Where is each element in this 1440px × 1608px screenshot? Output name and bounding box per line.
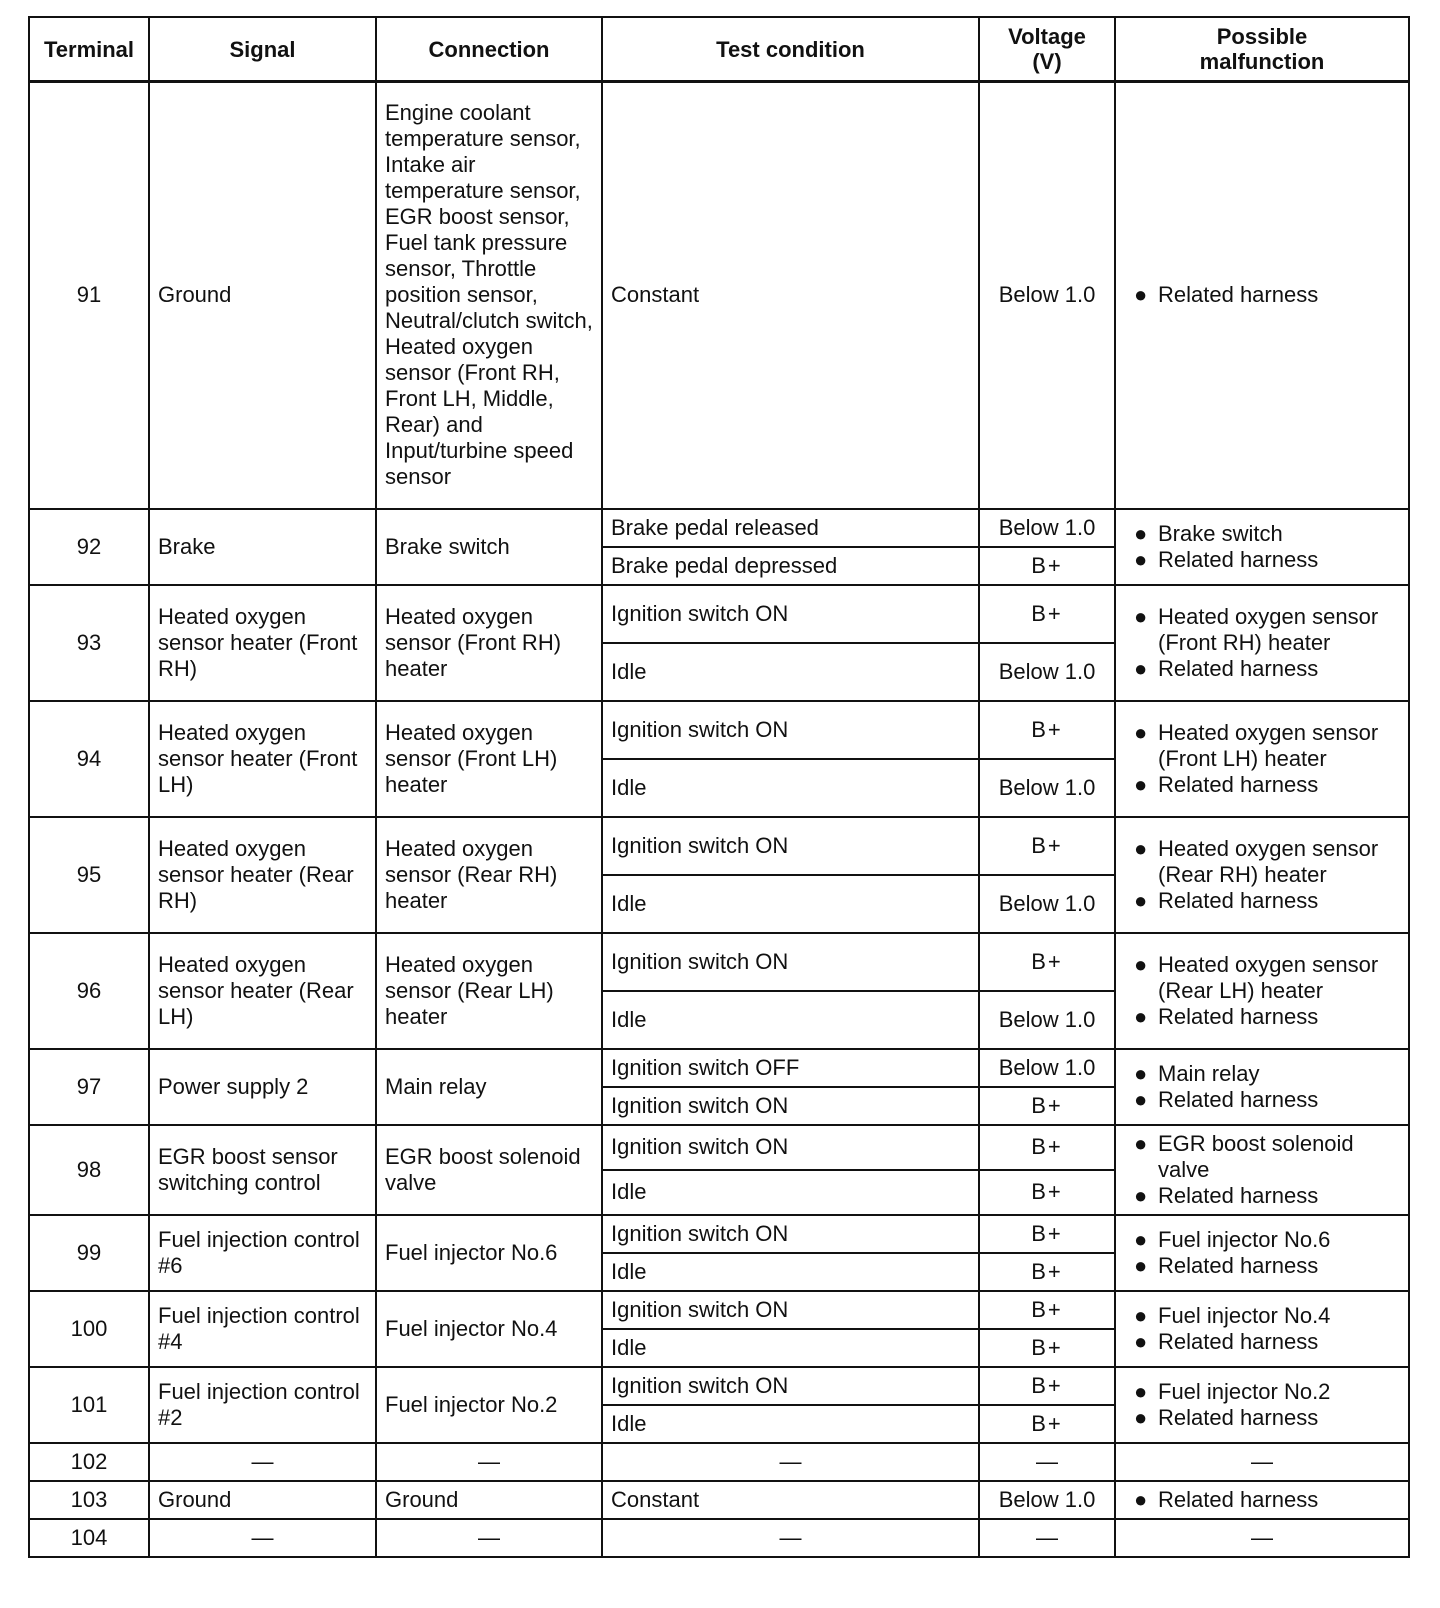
signal-cell: Heated oxygen sensor heater (Front LH) xyxy=(149,701,376,817)
table-row xyxy=(29,933,1409,991)
bullet-icon: ● xyxy=(1134,1486,1148,1512)
malfunction-text: Related harness xyxy=(1158,1182,1319,1208)
voltage-cell: Below 1.0 xyxy=(979,1049,1115,1087)
malfunction-list xyxy=(1128,720,1404,798)
signal-cell: Ground xyxy=(149,82,376,509)
terminal-number: 103 xyxy=(29,1481,149,1519)
test-condition-cell: Idle xyxy=(602,643,979,701)
terminal-number: 102 xyxy=(29,1443,149,1481)
voltage-cell: Below 1.0 xyxy=(979,991,1115,1049)
malfunction-item xyxy=(1128,888,1404,914)
connection-cell: Heated oxygen sensor (Rear RH) heater xyxy=(376,817,602,933)
table-row xyxy=(29,585,1409,643)
test-condition-cell: Ignition switch OFF xyxy=(602,1049,979,1087)
table-row xyxy=(29,1519,1409,1557)
malfunction-cell xyxy=(1115,701,1409,817)
connection-cell: EGR boost solenoid valve xyxy=(376,1125,602,1215)
header-malfunction xyxy=(1115,17,1409,82)
test-condition-cell: Idle xyxy=(602,1405,979,1443)
voltage-cell: Below 1.0 xyxy=(979,759,1115,817)
signal-cell: EGR boost sensor switching control xyxy=(149,1125,376,1215)
connection-cell: Heated oxygen sensor (Rear LH) heater xyxy=(376,933,602,1049)
bullet-icon: ● xyxy=(1134,1130,1148,1156)
voltage-cell: Below 1.0 xyxy=(979,875,1115,933)
voltage-cell: Below 1.0 xyxy=(979,643,1115,701)
terminal-number: 97 xyxy=(29,1049,149,1125)
malfunction-item xyxy=(1128,1227,1404,1253)
terminal-number: 104 xyxy=(29,1519,149,1557)
terminal-number: 99 xyxy=(29,1215,149,1291)
test-condition-cell: Ignition switch ON xyxy=(602,1087,979,1125)
malfunction-text: Related harness xyxy=(1158,1404,1319,1430)
connection-cell: — xyxy=(376,1443,602,1481)
connection-cell: Fuel injector No.6 xyxy=(376,1215,602,1291)
test-condition-cell: Constant xyxy=(602,1481,979,1519)
terminal-number: 96 xyxy=(29,933,149,1049)
table-row xyxy=(29,1215,1409,1253)
voltage-cell: Below 1.0 xyxy=(979,82,1115,509)
signal-cell: Heated oxygen sensor heater (Rear RH) xyxy=(149,817,376,933)
header-voltage-line1: Voltage xyxy=(1008,24,1086,49)
terminal-number: 94 xyxy=(29,701,149,817)
malfunction-item xyxy=(1128,1131,1404,1183)
voltage-cell: Below 1.0 xyxy=(979,1481,1115,1519)
bullet-icon: ● xyxy=(1134,719,1148,745)
bullet-icon: ● xyxy=(1134,546,1148,572)
voltage-cell: B+ xyxy=(979,585,1115,643)
connection-cell: Heated oxygen sensor (Front LH) heater xyxy=(376,701,602,817)
header-signal: Signal xyxy=(149,17,376,82)
bullet-icon: ● xyxy=(1134,1302,1148,1328)
test-condition-cell: Ignition switch ON xyxy=(602,1215,979,1253)
malfunction-item xyxy=(1128,720,1404,772)
malfunction-item xyxy=(1128,1487,1404,1513)
terminal-number: 92 xyxy=(29,509,149,585)
test-condition-cell: Brake pedal released xyxy=(602,509,979,547)
voltage-cell: B+ xyxy=(979,547,1115,585)
test-condition-cell: Idle xyxy=(602,1329,979,1367)
test-condition-cell: — xyxy=(602,1443,979,1481)
bullet-icon: ● xyxy=(1134,655,1148,681)
malfunction-cell xyxy=(1115,1367,1409,1443)
malfunction-cell xyxy=(1115,1125,1409,1215)
table-row xyxy=(29,1481,1409,1519)
test-condition-cell: Idle xyxy=(602,759,979,817)
malfunction-list xyxy=(1128,282,1404,308)
connection-cell: Fuel injector No.2 xyxy=(376,1367,602,1443)
table-row xyxy=(29,509,1409,547)
test-condition-cell: Brake pedal depressed xyxy=(602,547,979,585)
header-row xyxy=(29,17,1409,82)
connection-cell: Main relay xyxy=(376,1049,602,1125)
test-condition-cell: Idle xyxy=(602,991,979,1049)
bullet-icon: ● xyxy=(1134,1328,1148,1354)
signal-cell: Heated oxygen sensor heater (Rear LH) xyxy=(149,933,376,1049)
malfunction-cell xyxy=(1115,1291,1409,1367)
header-voltage-line2: (V) xyxy=(1032,49,1062,74)
test-condition-cell: Idle xyxy=(602,1170,979,1215)
malfunction-item xyxy=(1128,656,1404,682)
malfunction-item xyxy=(1128,1405,1404,1431)
bullet-icon: ● xyxy=(1134,1378,1148,1404)
terminal-number: 93 xyxy=(29,585,149,701)
malfunction-list xyxy=(1128,1227,1404,1279)
test-condition-cell: Ignition switch ON xyxy=(602,1367,979,1405)
bullet-icon: ● xyxy=(1134,1060,1148,1086)
voltage-cell: B+ xyxy=(979,1367,1115,1405)
malfunction-list xyxy=(1128,521,1404,573)
header-terminal: Terminal xyxy=(29,17,149,82)
voltage-cell: B+ xyxy=(979,1125,1115,1170)
signal-cell: Brake xyxy=(149,509,376,585)
bullet-icon: ● xyxy=(1134,603,1148,629)
malfunction-text: Related harness xyxy=(1158,655,1319,681)
signal-cell: Ground xyxy=(149,1481,376,1519)
malfunction-text: Heated oxygen sensor (Front RH) heater xyxy=(1158,603,1379,655)
malfunction-item xyxy=(1128,1329,1404,1355)
terminal-number: 91 xyxy=(29,82,149,509)
voltage-cell: — xyxy=(979,1443,1115,1481)
malfunction-text: Heated oxygen sensor (Front LH) heater xyxy=(1158,719,1379,771)
test-condition-cell: Ignition switch ON xyxy=(602,933,979,991)
bullet-icon: ● xyxy=(1134,1003,1148,1029)
bullet-icon: ● xyxy=(1134,835,1148,861)
malfunction-item xyxy=(1128,1183,1404,1209)
voltage-cell: B+ xyxy=(979,1087,1115,1125)
bullet-icon: ● xyxy=(1134,1226,1148,1252)
malfunction-item xyxy=(1128,1004,1404,1030)
bullet-icon: ● xyxy=(1134,520,1148,546)
connection-cell: Ground xyxy=(376,1481,602,1519)
terminal-table-sheet xyxy=(28,16,1408,1558)
table-row xyxy=(29,1049,1409,1087)
header-malfunction-line1: Possible xyxy=(1216,24,1308,49)
connection-cell: — xyxy=(376,1519,602,1557)
malfunction-text: Related harness xyxy=(1158,1486,1319,1512)
voltage-cell: B+ xyxy=(979,1253,1115,1291)
malfunction-text: Main relay xyxy=(1158,1060,1260,1086)
malfunction-list xyxy=(1128,1487,1404,1513)
malfunction-list xyxy=(1128,836,1404,914)
malfunction-item xyxy=(1128,1087,1404,1113)
malfunction-cell xyxy=(1115,1049,1409,1125)
malfunction-text: Heated oxygen sensor (Rear LH) heater xyxy=(1158,951,1379,1003)
malfunction-cell xyxy=(1115,933,1409,1049)
malfunction-text: Related harness xyxy=(1158,546,1319,572)
terminal-number: 98 xyxy=(29,1125,149,1215)
malfunction-text: Related harness xyxy=(1158,1252,1319,1278)
voltage-cell: B+ xyxy=(979,1215,1115,1253)
test-condition-cell: Idle xyxy=(602,1253,979,1291)
malfunction-cell xyxy=(1115,585,1409,701)
table-row xyxy=(29,82,1409,509)
table-row xyxy=(29,701,1409,759)
malfunction-item xyxy=(1128,547,1404,573)
malfunction-cell xyxy=(1115,1215,1409,1291)
signal-cell: Fuel injection control #2 xyxy=(149,1367,376,1443)
test-condition-cell: Constant xyxy=(602,82,979,509)
terminal-number: 100 xyxy=(29,1291,149,1367)
test-condition-cell: — xyxy=(602,1519,979,1557)
signal-cell: — xyxy=(149,1519,376,1557)
malfunction-list xyxy=(1128,952,1404,1030)
malfunction-list xyxy=(1128,1061,1404,1113)
table-row xyxy=(29,817,1409,875)
malfunction-item xyxy=(1128,836,1404,888)
table-row xyxy=(29,1443,1409,1481)
malfunction-item xyxy=(1128,282,1404,308)
voltage-cell: Below 1.0 xyxy=(979,509,1115,547)
malfunction-text: Related harness xyxy=(1158,887,1319,913)
malfunction-item xyxy=(1128,604,1404,656)
connection-cell: Fuel injector No.4 xyxy=(376,1291,602,1367)
malfunction-text: Related harness xyxy=(1158,771,1319,797)
bullet-icon: ● xyxy=(1134,951,1148,977)
signal-cell: — xyxy=(149,1443,376,1481)
bullet-icon: ● xyxy=(1134,771,1148,797)
malfunction-item xyxy=(1128,772,1404,798)
connection-cell: Brake switch xyxy=(376,509,602,585)
malfunction-text: EGR boost solenoid valve xyxy=(1158,1130,1354,1182)
malfunction-item xyxy=(1128,1303,1404,1329)
malfunction-cell: — xyxy=(1115,1519,1409,1557)
connection-cell: Engine coolant temperature sensor, Intake air temperature sensor, EGR boost sensor, Fuel tank pressure sensor, Throttle position sensor, Neutral/clutch switch, Heated oxygen sensor (Front RH, Front LH, Middle, Rear) and Input/turbine speed sensor xyxy=(376,82,602,509)
malfunction-text: Fuel injector No.2 xyxy=(1158,1378,1331,1404)
connection-cell: Heated oxygen sensor (Front RH) heater xyxy=(376,585,602,701)
voltage-cell: B+ xyxy=(979,1170,1115,1215)
malfunction-item xyxy=(1128,1379,1404,1405)
malfunction-item xyxy=(1128,1061,1404,1087)
terminal-number: 101 xyxy=(29,1367,149,1443)
malfunction-item xyxy=(1128,1253,1404,1279)
test-condition-cell: Idle xyxy=(602,875,979,933)
test-condition-cell: Ignition switch ON xyxy=(602,1125,979,1170)
signal-cell: Fuel injection control #6 xyxy=(149,1215,376,1291)
voltage-cell: B+ xyxy=(979,1405,1115,1443)
test-condition-cell: Ignition switch ON xyxy=(602,701,979,759)
signal-cell: Fuel injection control #4 xyxy=(149,1291,376,1367)
malfunction-list xyxy=(1128,1379,1404,1431)
terminal-table xyxy=(28,16,1410,1558)
signal-cell: Power supply 2 xyxy=(149,1049,376,1125)
malfunction-list xyxy=(1128,604,1404,682)
malfunction-list xyxy=(1128,1303,1404,1355)
bullet-icon: ● xyxy=(1134,887,1148,913)
voltage-cell: B+ xyxy=(979,817,1115,875)
malfunction-text: Brake switch xyxy=(1158,520,1283,546)
malfunction-text: Related harness xyxy=(1158,1328,1319,1354)
malfunction-item xyxy=(1128,952,1404,1004)
malfunction-list xyxy=(1128,1131,1404,1209)
test-condition-cell: Ignition switch ON xyxy=(602,1291,979,1329)
voltage-cell: B+ xyxy=(979,933,1115,991)
header-malfunction-line2: malfunction xyxy=(1199,49,1325,74)
malfunction-text: Fuel injector No.4 xyxy=(1158,1302,1331,1328)
malfunction-text: Related harness xyxy=(1158,282,1319,308)
malfunction-text: Heated oxygen sensor (Rear RH) heater xyxy=(1158,835,1379,887)
table-row xyxy=(29,1125,1409,1170)
malfunction-text: Related harness xyxy=(1158,1003,1319,1029)
bullet-icon: ● xyxy=(1134,1086,1148,1112)
bullet-icon: ● xyxy=(1134,1404,1148,1430)
malfunction-cell xyxy=(1115,817,1409,933)
header-connection: Connection xyxy=(376,17,602,82)
table-row xyxy=(29,1367,1409,1405)
malfunction-text: Related harness xyxy=(1158,1086,1319,1112)
malfunction-cell xyxy=(1115,509,1409,585)
terminal-number: 95 xyxy=(29,817,149,933)
voltage-cell: B+ xyxy=(979,701,1115,759)
signal-cell: Heated oxygen sensor heater (Front RH) xyxy=(149,585,376,701)
bullet-icon: ● xyxy=(1134,282,1148,308)
table-row xyxy=(29,1291,1409,1329)
bullet-icon: ● xyxy=(1134,1252,1148,1278)
malfunction-cell: — xyxy=(1115,1443,1409,1481)
test-condition-cell: Ignition switch ON xyxy=(602,817,979,875)
malfunction-cell xyxy=(1115,1481,1409,1519)
bullet-icon: ● xyxy=(1134,1182,1148,1208)
malfunction-text: Fuel injector No.6 xyxy=(1158,1226,1331,1252)
header-voltage xyxy=(979,17,1115,82)
voltage-cell: B+ xyxy=(979,1329,1115,1367)
test-condition-cell: Ignition switch ON xyxy=(602,585,979,643)
malfunction-item xyxy=(1128,521,1404,547)
malfunction-cell xyxy=(1115,82,1409,509)
voltage-cell: — xyxy=(979,1519,1115,1557)
header-test-condition: Test condition xyxy=(602,17,979,82)
voltage-cell: B+ xyxy=(979,1291,1115,1329)
